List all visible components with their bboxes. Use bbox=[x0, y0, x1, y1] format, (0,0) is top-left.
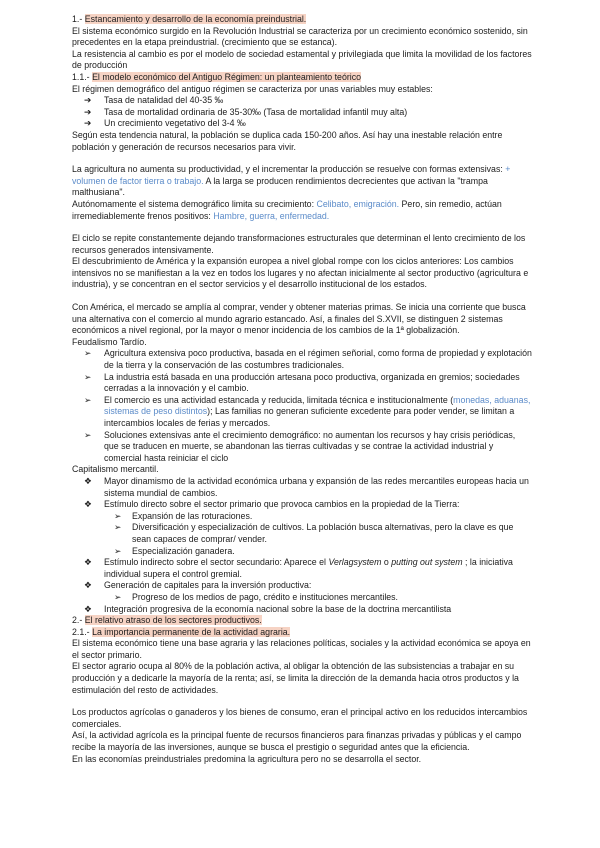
arrow-icon: ➔ bbox=[84, 95, 92, 106]
diamond-icon: ❖ bbox=[84, 475, 92, 486]
arrowhead-icon: ➢ bbox=[114, 522, 122, 533]
subsection-title: Feudalismo Tardío. bbox=[72, 336, 147, 347]
highlight-text: + volumen de factor tierra o trabajo. bbox=[72, 164, 511, 186]
arrowhead-icon: ➢ bbox=[114, 510, 122, 521]
diamond-icon: ❖ bbox=[84, 603, 92, 614]
sub-list-item bbox=[72, 592, 532, 604]
list-item-text: Agricultura extensiva poco productiva, basada en el régimen señorial, como forma de propiedad y explotación de la tierra y la conservación de las costumbres tradicionales. bbox=[104, 348, 532, 371]
text-run: o bbox=[381, 557, 392, 568]
paragraph: Con América, el mercado se amplía al comprar, vender y obtener materias primas. Se inicia una corriente que busca una alternativa con el comercio al mundo agrario estancado. Así, a finales del S.XVII, se distinguen 2 sistemas económicos a nivel regional, por la mayor o menor incidencia de los cambios de la 1ª globalización. bbox=[72, 302, 526, 336]
highlight-text: Hambre, guerra, enfermedad. bbox=[213, 210, 330, 221]
text-run: La agricultura no aumenta su productividad, y el incrementar la producción se resuelve con formas extensivas: bbox=[72, 164, 506, 175]
text-run: Estímulo indirecto sobre el sector secundario: Aparece el bbox=[104, 557, 329, 568]
list-item-text: Un crecimiento vegetativo del 3-4 ‰ bbox=[104, 118, 246, 129]
arrowhead-icon: ➢ bbox=[114, 591, 122, 602]
paragraph bbox=[72, 164, 532, 199]
section-2-1-heading bbox=[72, 627, 532, 639]
arrowhead-icon: ➢ bbox=[84, 429, 92, 440]
diamond-icon: ❖ bbox=[84, 499, 92, 510]
text-run: El comercio es una actividad estancada y reducida, limitada técnica e institucionalmente ( bbox=[104, 394, 454, 405]
list-item bbox=[72, 604, 532, 616]
list-item-text: Integración progresiva de la economía nacional sobre la base de la doctrina mercantilista bbox=[104, 603, 452, 614]
paragraph: Los productos agrícolas o ganaderos y los bienes de consumo, eran el principal activo en los reducidos intercambios comerciales. bbox=[72, 707, 528, 729]
section-number: 2.1.- bbox=[72, 626, 90, 637]
list-item-text: Mayor dinamismo de la actividad económica urbana y expansión de las redes mercantiles europeas hacia un sistema mundial de cambios. bbox=[104, 475, 529, 498]
arrowhead-icon: ➢ bbox=[84, 371, 92, 382]
sub-list-item bbox=[72, 546, 532, 558]
list-item-text: Expansión de las roturaciones. bbox=[132, 510, 253, 521]
section-title: El relativo atraso de los sectores productivos. bbox=[84, 615, 262, 626]
list-item bbox=[72, 95, 532, 107]
emphasis-text: putting out system bbox=[391, 557, 463, 568]
section-number: 1.1.- bbox=[72, 71, 90, 82]
list-item-text: Estímulo directo sobre el sector primario que provoca cambios en la propiedad de la Tierra: bbox=[104, 499, 460, 510]
diamond-icon: ❖ bbox=[84, 557, 92, 568]
paragraph: El ciclo se repite constantemente dejando transformaciones estructurales que determinan el lento crecimiento de los recursos generados intensivamente. bbox=[72, 233, 526, 255]
list-item bbox=[72, 348, 532, 371]
paragraph: El descubrimiento de América y la expansión europea a nivel global rompe con los ciclos anteriores: Los cambios intensivos no se manifiestan a la vez en todos los lugares y no afectan inicialmente al sector productivo (agricultura e industria), y se concentran en el sector servicios y el desarrollo institucional de los estados. bbox=[72, 256, 529, 290]
text-run: ; la iniciativa individual supera el control gremial. bbox=[104, 557, 513, 579]
paragraph: En las economías preindustriales predomina la agricultura pero no se desarrolla el sector. bbox=[72, 753, 422, 764]
list-item-text: Generación de capitales para la inversión productiva: bbox=[104, 580, 312, 591]
section-title: La importancia permanente de la actividad agraria. bbox=[92, 626, 291, 637]
list-item-text: La industria está basada en una producción artesana poco productiva, organizada en gremios; sociedades cerradas a la innovación y el cambio. bbox=[104, 371, 520, 394]
diamond-icon: ❖ bbox=[84, 580, 92, 591]
document bbox=[72, 14, 532, 765]
highlight-text: monedas, aduanas, sistemas de peso distintos bbox=[104, 394, 531, 417]
list-item bbox=[72, 580, 532, 592]
subsection-title: Capitalismo mercantil. bbox=[72, 464, 159, 475]
arrow-icon: ➔ bbox=[84, 118, 92, 129]
list-item-text bbox=[104, 557, 532, 580]
arrowhead-icon: ➢ bbox=[84, 348, 92, 359]
list-item-text: Tasa de mortalidad ordinaria de 35-30‰ (Tasa de mortalidad infantil muy alta) bbox=[104, 106, 408, 117]
paragraph: Según esta tendencia natural, la población se duplica cada 150-200 años. Así hay una inestable relación entre población y generación de recursos necesarios para vivir. bbox=[72, 129, 503, 152]
section-number: 2.- bbox=[72, 615, 83, 626]
text-run: ); Las familias no generan suficiente excedente para poder vender, se limitan a intercambios locales de ferias y mercados. bbox=[104, 406, 515, 428]
section-number: 1.- bbox=[72, 14, 83, 24]
list-item bbox=[72, 430, 532, 465]
sub-list-item bbox=[72, 511, 532, 523]
highlight-text: Celibato, emigración. bbox=[316, 198, 400, 209]
arrow-icon: ➔ bbox=[84, 106, 92, 117]
list-item-text: Diversificación y especialización de cultivos. La población busca alternativas, pero la clave es que sean capaces de comprar/ vender. bbox=[132, 522, 514, 544]
list-item-text: Progreso de los medios de pago, crédito e instituciones mercantiles. bbox=[132, 591, 399, 602]
list-item bbox=[72, 499, 532, 511]
list-item bbox=[72, 118, 532, 130]
text-run: Pero, sin remedio, actúan irremediablemente frenos positivos: bbox=[72, 198, 502, 221]
list-item bbox=[72, 372, 532, 395]
arrowhead-icon: ➢ bbox=[114, 545, 122, 556]
list-item bbox=[72, 107, 532, 119]
paragraph: Así, la actividad agrícola es la principal fuente de recursos financieros para finanzas privadas y públicas y el campo recibe la mayoría de las inversiones, aunque se busca el prestigio o seguridad antes que la eficiencia. bbox=[72, 730, 522, 753]
sub-list-item bbox=[72, 522, 532, 545]
section-title: El modelo económico del Antiguo Régimen: un planteamiento teórico bbox=[92, 71, 362, 82]
list-item-text: Tasa de natalidad del 40-35 ‰ bbox=[104, 95, 224, 106]
text-run: A la larga se producen rendimientos decrecientes que activan la "trampa malthusiana". bbox=[72, 175, 488, 198]
section-1-heading bbox=[72, 14, 532, 26]
paragraph bbox=[72, 199, 532, 222]
emphasis-text: Verlagsystem bbox=[328, 557, 382, 568]
section-title: Estancamiento y desarrollo de la economía preindustrial. bbox=[84, 14, 307, 24]
paragraph: El sistema económico surgido en la Revolución Industrial se caracteriza por un crecimiento económico sostenido, sin precedentes en la etapa preindustrial. (crecimiento que se estanca). bbox=[72, 25, 528, 48]
text-run: Autónomamente el sistema demográfico limita su crecimiento: bbox=[72, 198, 317, 209]
paragraph: El régimen demográfico del antiguo régimen se caracteriza por unas variables muy estables: bbox=[72, 83, 433, 94]
paragraph: El sistema económico tiene una base agraria y las relaciones políticas, sociales y la actividad económica se apoya en el sector primario. bbox=[72, 638, 531, 660]
arrowhead-icon: ➢ bbox=[84, 394, 92, 405]
list-item bbox=[72, 395, 532, 430]
paragraph: La resistencia al cambio es por el modelo de sociedad estamental y privilegiada que limita la movilidad de los factores de producción bbox=[72, 48, 532, 71]
list-item-text bbox=[104, 395, 532, 430]
section-2-heading bbox=[72, 615, 532, 627]
list-item bbox=[72, 557, 532, 580]
list-item-text: Especialización ganadera. bbox=[132, 545, 235, 556]
list-item bbox=[72, 476, 532, 499]
section-1-1-heading bbox=[72, 72, 532, 84]
list-item-text: Soluciones extensivas ante el crecimiento demográfico: no aumentan los recursos y hay crisis periódicas, que se traducen en muerte, se abandonan las tierras cultivadas y se contrae la actividad industrial y comercial hasta reiniciar el ciclo bbox=[104, 429, 516, 463]
paragraph: El sector agrario ocupa al 80% de la población activa, al obligar la obtención de las subsistencias a trabajar en su producción y a dedicarle la mayoría de la renta; así, se limita la dirección de la demanda hacia otros productos y la estimulación del resto de actividades. bbox=[72, 661, 519, 695]
